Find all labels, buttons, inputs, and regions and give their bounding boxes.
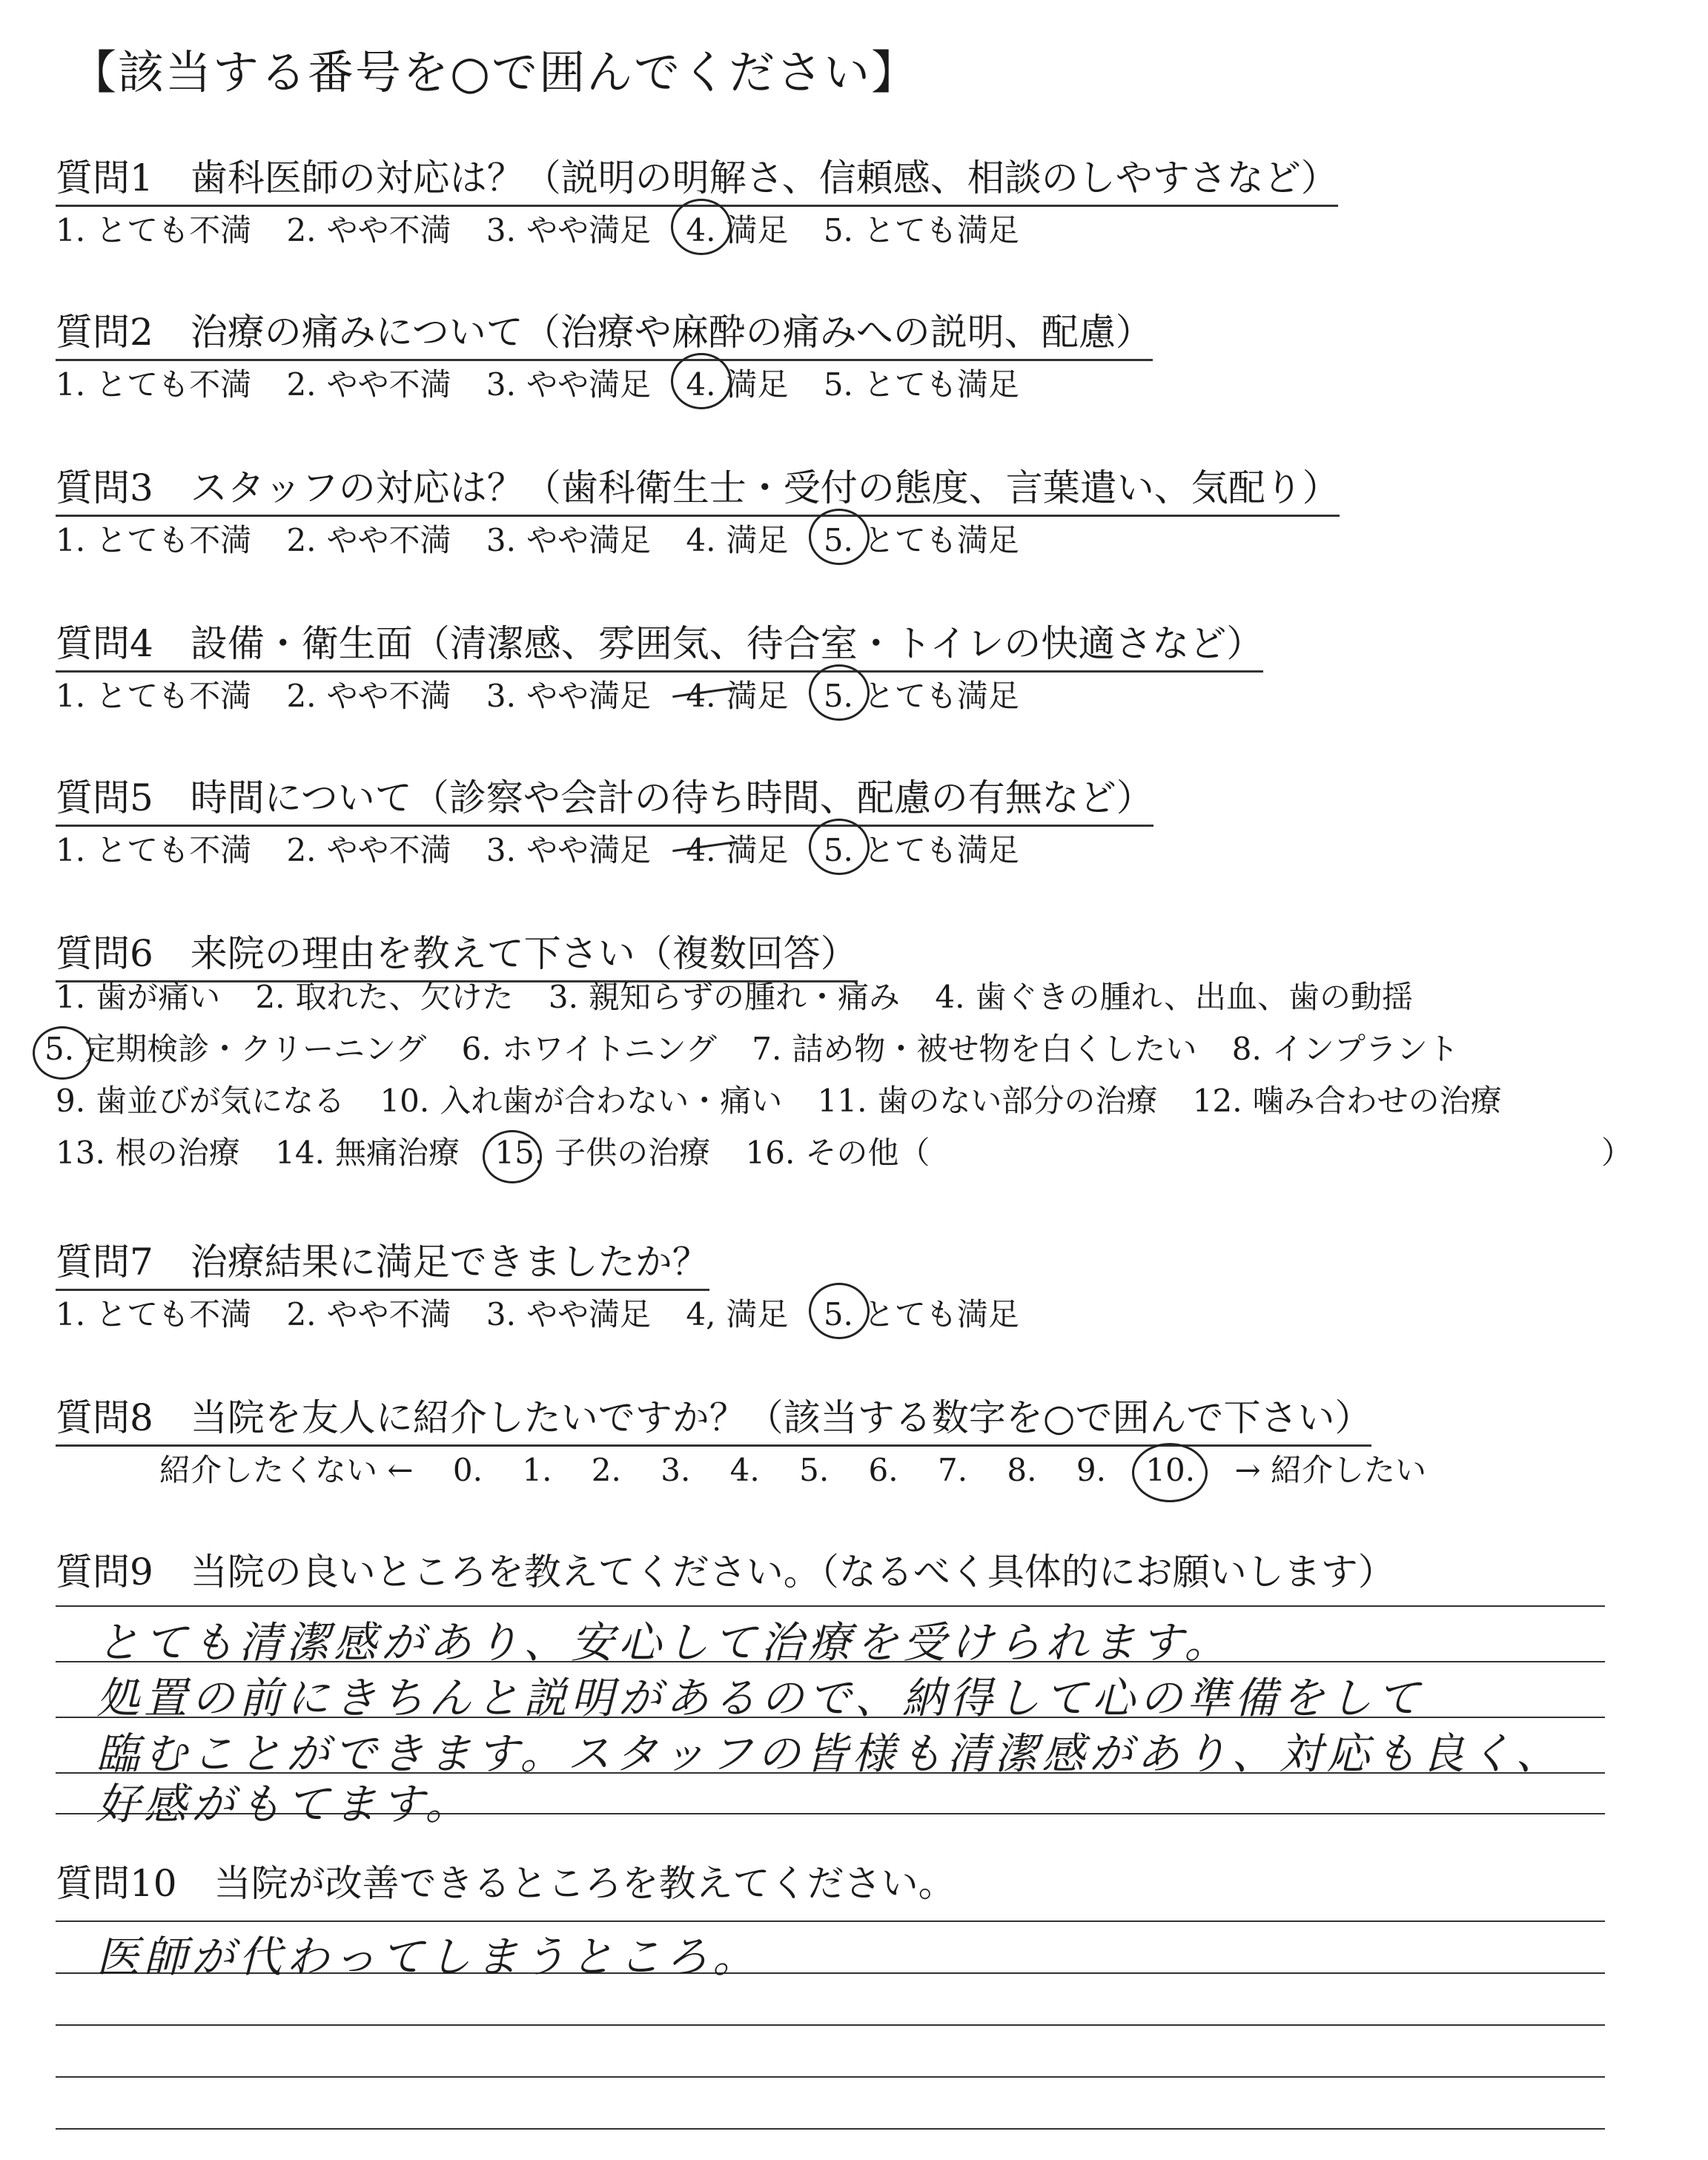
q8-left-label: 紹介したくない ← <box>159 1452 414 1488</box>
q5-option-5-selected[interactable]: 5. とても満足 <box>823 832 1019 868</box>
q8-scale-3[interactable]: 3. <box>661 1452 691 1488</box>
q7-options <box>56 1290 1045 1335</box>
q5-option-4-struck[interactable]: 4. 満足 <box>686 832 789 868</box>
q4-option-5-selected[interactable]: 5. とても満足 <box>823 678 1019 714</box>
q6-reason-11[interactable]: 11. 歯のない部分の治療 <box>817 1083 1158 1119</box>
q3-option-3[interactable]: 3. やや満足 <box>486 522 651 558</box>
q6-reason-5-selected[interactable]: 5. 定期検診・クリーニング <box>44 1031 427 1067</box>
q4-option-4-struck[interactable]: 4. 満足 <box>686 678 789 714</box>
q2-options <box>56 360 1045 405</box>
q8-scale-8[interactable]: 8. <box>1007 1452 1037 1488</box>
q1-option-1[interactable]: 1. とても不満 <box>56 212 252 248</box>
q6-reason-16[interactable]: 16. その他（ <box>745 1135 930 1171</box>
q9-heading: 質問9 当院の良いところを教えてください。（なるべく具体的にお願いします） <box>56 1550 1395 1593</box>
q8-scale-4[interactable]: 4. <box>729 1452 760 1488</box>
q9-answer-rule-1 <box>56 1605 1605 1607</box>
q6-reason-10[interactable]: 10. 入れ歯が合わない・痛い <box>380 1083 783 1119</box>
q6-reason-15-selected[interactable]: 15. 子供の治療 <box>494 1135 711 1171</box>
q2-heading: 質問2 治療の痛みについて（治療や麻酔の痛みへの説明、配慮） <box>56 303 1153 361</box>
q7-option-3[interactable]: 3. やや満足 <box>486 1296 651 1332</box>
q7-option-4[interactable]: 4, 満足 <box>686 1296 789 1332</box>
q1-option-2[interactable]: 2. やや不満 <box>286 212 451 248</box>
q8-scale-6[interactable]: 6. <box>868 1452 898 1488</box>
q8-scale <box>159 1446 1456 1490</box>
q6-reason-8[interactable]: 8. インプラント <box>1231 1031 1459 1067</box>
q6-reason-9[interactable]: 9. 歯並びが気になる <box>56 1083 345 1119</box>
q3-option-2[interactable]: 2. やや不満 <box>286 522 451 558</box>
q8-scale-7[interactable]: 7. <box>937 1452 968 1488</box>
q5-option-1[interactable]: 1. とても不満 <box>56 832 252 868</box>
q10-answer-rule-5 <box>56 2128 1605 2130</box>
q3-options <box>56 516 1045 561</box>
q6-reason-12[interactable]: 12. 噛み合わせの治療 <box>1192 1083 1502 1119</box>
q6-reason-13[interactable]: 13. 根の治療 <box>56 1135 240 1171</box>
q6-reason-14[interactable]: 14. 無痛治療 <box>275 1135 460 1171</box>
q1-options <box>56 206 1045 251</box>
q1-option-5[interactable]: 5. とても満足 <box>823 212 1019 248</box>
q6-reasons-row-2 <box>44 1023 1484 1075</box>
q4-options <box>56 672 1045 716</box>
q8-scale-10-selected[interactable]: 10. <box>1145 1452 1196 1488</box>
q6-reason-6[interactable]: 6. ホワイトニング <box>461 1031 717 1067</box>
q5-option-2[interactable]: 2. やや不満 <box>286 832 451 868</box>
q6-reasons-row-3 <box>56 1075 1527 1127</box>
q7-option-5-selected[interactable]: 5. とても満足 <box>823 1296 1019 1332</box>
q8-scale-9[interactable]: 9. <box>1076 1452 1106 1488</box>
q8-scale-1[interactable]: 1. <box>522 1452 552 1488</box>
q10-answer-line-1[interactable]: 医師が代わってしまうところ。 <box>96 1932 761 1982</box>
q5-options <box>56 826 1045 871</box>
q7-option-2[interactable]: 2. やや不満 <box>286 1296 451 1332</box>
q1-option-4-selected[interactable]: 4. 満足 <box>686 212 789 248</box>
q9-answer-line-1[interactable]: とても清潔感があり、安心して治療を受けられます。 <box>96 1617 1232 1668</box>
q6-reasons-row-1 <box>56 971 1438 1023</box>
q10-answer-rule-4 <box>56 2076 1605 2078</box>
q9-answer-line-4[interactable]: 好感がもてます。 <box>96 1779 473 1829</box>
q6-reason-1[interactable]: 1. 歯が痛い <box>56 979 221 1015</box>
q3-heading: 質問3 スタッフの対応は？（歯科衛生士・受付の態度、言葉遣い、気配り） <box>56 458 1340 517</box>
q8-scale-2[interactable]: 2. <box>591 1452 621 1488</box>
q6-reason-4[interactable]: 4. 歯ぐきの腫れ、出血、歯の動揺 <box>935 979 1413 1015</box>
q8-scale-0[interactable]: 0. <box>452 1452 483 1488</box>
q8-heading: 質問8 当院を友人に紹介したいですか？（該当する数字を○で囲んで下さい） <box>56 1388 1371 1447</box>
q9-answer-line-3[interactable]: 臨むことができます。スタッフの皆様も清潔感があり、対応も良く、 <box>96 1728 1563 1779</box>
q2-option-1[interactable]: 1. とても不満 <box>56 366 252 403</box>
q1-option-3[interactable]: 3. やや満足 <box>486 212 651 248</box>
q5-heading: 質問5 時間について（診察や会計の待ち時間、配慮の有無など） <box>56 768 1153 827</box>
q8-right-label: → 紹介したい <box>1234 1452 1426 1488</box>
q3-option-4[interactable]: 4. 満足 <box>686 522 789 558</box>
q2-option-5[interactable]: 5. とても満足 <box>823 366 1019 403</box>
q2-option-2[interactable]: 2. やや不満 <box>286 366 451 403</box>
q6-reasons-row-4 <box>56 1127 955 1179</box>
q4-option-3[interactable]: 3. やや満足 <box>486 678 651 714</box>
q6-heading: 質問6 来院の理由を教えて下さい（複数回答） <box>56 924 858 982</box>
q1-heading: 質問1 歯科医師の対応は？（説明の明解さ、信頼感、相談のしやすさなど） <box>56 148 1338 207</box>
q3-option-5-selected[interactable]: 5. とても満足 <box>823 522 1019 558</box>
q6-reason-7[interactable]: 7. 詰め物・被せ物を白くしたい <box>752 1031 1197 1067</box>
q7-heading: 質問7 治療結果に満足できましたか？ <box>56 1232 709 1291</box>
q10-answer-rule-3 <box>56 2024 1605 2026</box>
q6-other-close-paren: ） <box>1601 1135 1633 1171</box>
q4-option-2[interactable]: 2. やや不満 <box>286 678 451 714</box>
q8-scale-5[interactable]: 5. <box>799 1452 830 1488</box>
page-title: 【該当する番号を○で囲んでください】 <box>70 45 919 99</box>
q9-answer-line-2[interactable]: 処置の前にきちんと説明があるので、納得して心の準備をして <box>96 1673 1424 1723</box>
q7-option-1[interactable]: 1. とても不満 <box>56 1296 252 1332</box>
q2-option-3[interactable]: 3. やや満足 <box>486 366 651 403</box>
q2-option-4-selected[interactable]: 4. 満足 <box>686 366 789 403</box>
q10-heading: 質問10 当院が改善できるところを教えてください。 <box>56 1862 956 1905</box>
q6-reason-3[interactable]: 3. 親知らずの腫れ・痛み <box>548 979 900 1015</box>
q4-option-1[interactable]: 1. とても不満 <box>56 678 252 714</box>
q3-option-1[interactable]: 1. とても不満 <box>56 522 252 558</box>
q5-option-3[interactable]: 3. やや満足 <box>486 832 651 868</box>
q6-reason-2[interactable]: 2. 取れた、欠けた <box>255 979 514 1015</box>
q4-heading: 質問4 設備・衛生面（清潔感、雰囲気、待合室・トイレの快適さなど） <box>56 614 1263 673</box>
